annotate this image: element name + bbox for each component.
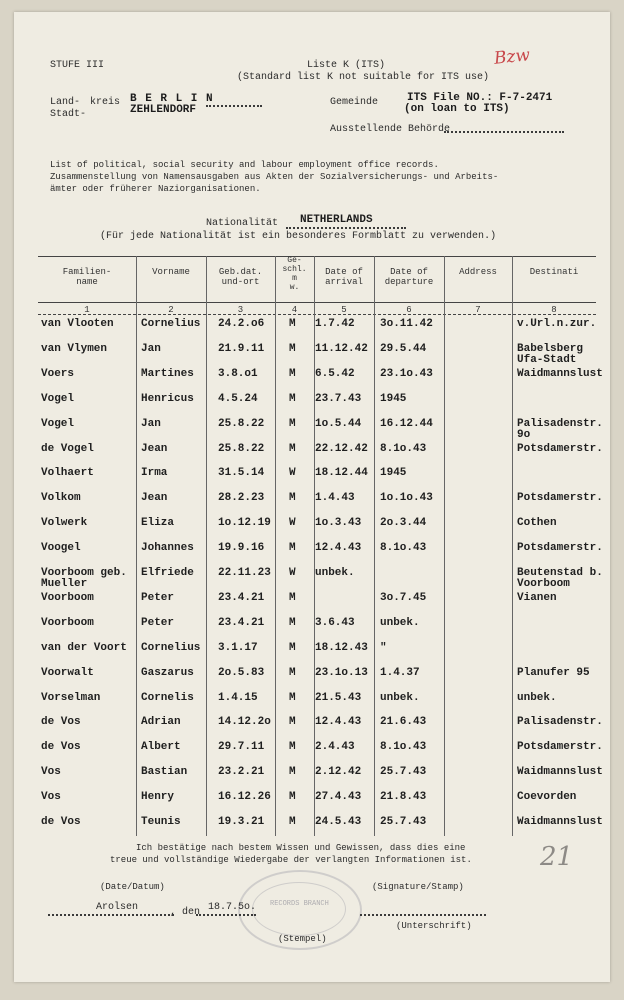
- cell-destination: Palisadenstr.: [517, 716, 603, 729]
- cell-destination: Palisadenstr.: [517, 417, 603, 430]
- nationality-label: Nationalität: [206, 218, 279, 229]
- cell-destination: Beutenstad b.: [517, 567, 603, 579]
- cell-destination: Potsdamerstr.: [517, 542, 603, 555]
- cell-geburtsdatum: 14.12.2o: [218, 716, 271, 729]
- cell-destination: unbek.: [517, 691, 557, 704]
- cell-destination: Ufa-Stadt: [517, 353, 577, 366]
- cell-departure: 25.7.43: [380, 766, 427, 779]
- liste-subtitle: (Standard list K not suitable for ITS use): [237, 72, 490, 83]
- col-number-7: 7: [475, 305, 481, 315]
- place-value: Arolsen: [96, 902, 139, 913]
- cell-vorname: Jean: [141, 492, 168, 505]
- cell-geburtsdatum: 28.2.23: [218, 492, 265, 505]
- cell-arrival: 18.12.44: [315, 467, 368, 480]
- cell-vorname: Eliza: [141, 517, 175, 530]
- cell-familienname: Mueller: [41, 578, 88, 590]
- cell-geschlecht: M: [289, 766, 296, 779]
- col-header-arrival: Date of arrival: [325, 267, 363, 287]
- cell-geburtsdatum: 23.2.21: [218, 766, 265, 779]
- date-dotted-line: [196, 914, 256, 916]
- cell-geburtsdatum: 1.4.15: [218, 691, 258, 704]
- cell-familienname: Voers: [41, 367, 75, 380]
- cell-geburtsdatum: 3.8.o1: [218, 367, 258, 380]
- cell-geburtsdatum: 25.8.22: [218, 417, 265, 430]
- cell-arrival: 1.4.43: [315, 492, 355, 505]
- records-branch-stamp-inner: [252, 882, 346, 936]
- cell-geburtsdatum: 22.11.23: [218, 567, 271, 579]
- cell-departure: 1.4.37: [380, 666, 420, 679]
- signature-label: (Signature/Stamp): [372, 882, 464, 892]
- page-number: 21: [540, 842, 574, 872]
- col-number-1: 1: [84, 305, 90, 315]
- col-number-4: 4: [291, 305, 298, 315]
- cell-familienname: Voorboom geb.: [41, 567, 127, 579]
- kreis-value-berlin: B E R L I N: [130, 93, 214, 105]
- cell-familienname: de Vogel: [41, 442, 94, 455]
- cell-arrival: 27.4.43: [315, 791, 362, 804]
- cell-departure: unbek.: [380, 691, 420, 704]
- cell-geburtsdatum: 25.8.22: [218, 442, 265, 455]
- cell-vorname: Peter: [141, 616, 175, 629]
- cell-destination: Voorboom: [517, 578, 570, 590]
- handwritten-mark: Bzw: [493, 45, 531, 69]
- cell-geschlecht: M: [289, 442, 296, 455]
- cell-geschlecht: M: [289, 542, 296, 555]
- cell-vorname: Johannes: [141, 542, 194, 555]
- cell-arrival: 12.4.43: [315, 716, 362, 729]
- cell-arrival: 2.12.42: [315, 766, 362, 779]
- behoerde-dotted-line: [444, 131, 564, 133]
- cell-geburtsdatum: 2o.5.83: [218, 666, 265, 679]
- cell-vorname: Teunis: [141, 816, 181, 828]
- cell-familienname: Vos: [41, 791, 61, 804]
- cell-familienname: Voorboom: [41, 591, 94, 604]
- cell-vorname: Cornelius: [141, 318, 201, 330]
- cell-destination: Waidmannslust: [517, 766, 603, 779]
- cell-arrival: 24.5.43: [315, 816, 362, 828]
- cell-arrival: 1o.5.44: [315, 417, 362, 430]
- cell-arrival: 1o.3.43: [315, 517, 362, 530]
- cell-destination: Cothen: [517, 517, 557, 530]
- unterschrift-label: (Unterschrift): [396, 921, 472, 931]
- cell-familienname: van Vlymen: [41, 342, 108, 355]
- cell-geburtsdatum: 4.5.24: [218, 392, 258, 405]
- col-number-6: 6: [406, 305, 412, 315]
- cell-geburtsdatum: 31.5.14: [218, 467, 265, 480]
- cell-familienname: van Vlooten: [41, 318, 114, 330]
- cell-vorname: Cornelius: [141, 641, 201, 654]
- cell-familienname: Volwerk: [41, 517, 88, 530]
- cell-arrival: 22.12.42: [315, 442, 368, 455]
- cell-vorname: Elfriede: [141, 567, 194, 579]
- col-header-geschlecht: Ge- schl. m w.: [282, 256, 307, 292]
- col-header-destination: Destinati: [529, 267, 579, 277]
- cell-departure: 21.8.43: [380, 791, 427, 804]
- cell-departure: ": [380, 641, 387, 654]
- cell-arrival: 23.7.43: [315, 392, 362, 405]
- cell-geschlecht: M: [289, 691, 296, 704]
- cell-arrival: 11.12.42: [315, 342, 368, 355]
- cell-geschlecht: M: [289, 318, 296, 330]
- its-loan-note: (on loan to ITS): [404, 103, 510, 115]
- cell-departure: 23.1o.43: [380, 367, 433, 380]
- cell-geburtsdatum: 23.4.21: [218, 591, 265, 604]
- cell-familienname: Volkom: [41, 492, 81, 505]
- cell-vorname: Henricus: [141, 392, 194, 405]
- cell-arrival: unbek.: [315, 567, 355, 579]
- nationality-note: (Für jede Nationalität ist ein besonderes Formblatt zu verwenden.): [100, 231, 497, 242]
- col-number-5: 5: [341, 305, 347, 315]
- cell-destination: Potsdamerstr.: [517, 492, 603, 505]
- cell-departure: unbek.: [380, 616, 420, 629]
- cell-vorname: Jan: [141, 417, 161, 430]
- cell-destination: Coevorden: [517, 791, 577, 804]
- attestation-line-2: treue und vollständige Wiedergabe der verlangten Informationen ist.: [110, 855, 472, 865]
- cell-familienname: Vorselman: [41, 691, 101, 704]
- cell-geschlecht: M: [289, 591, 296, 604]
- cell-geschlecht: M: [289, 791, 296, 804]
- cell-destination: Waidmannslust: [517, 816, 603, 828]
- cell-departure: 1945: [380, 392, 407, 405]
- cell-departure: 3o.11.42: [380, 318, 433, 330]
- cell-familienname: Volhaert: [41, 467, 94, 480]
- stufe-label: STUFE III: [50, 60, 105, 71]
- cell-vorname: Martines: [141, 367, 194, 380]
- cell-departure: 21.6.43: [380, 716, 427, 729]
- col-number-3: 3: [237, 305, 244, 315]
- cell-departure: 29.5.44: [380, 342, 427, 355]
- cell-geburtsdatum: 1o.12.19: [218, 517, 271, 530]
- cell-geschlecht: M: [289, 417, 296, 430]
- stamp-text: RECORDS BRANCH: [270, 900, 329, 908]
- den-label: , den: [170, 907, 201, 918]
- cell-geschlecht: M: [289, 342, 296, 355]
- cell-departure: 8.1o.43: [380, 442, 427, 455]
- cell-destination: Potsdamerstr.: [517, 442, 603, 455]
- cell-departure: 2o.3.44: [380, 517, 427, 530]
- cell-vorname: Adrian: [141, 716, 181, 729]
- cell-familienname: de Vos: [41, 716, 81, 729]
- cell-arrival: 1.7.42: [315, 318, 355, 330]
- cell-destination: v.Url.n.zur.: [517, 318, 597, 330]
- cell-vorname: Cornelis: [141, 691, 194, 704]
- kreis-value-zehlendorf: ZEHLENDORF: [130, 104, 197, 116]
- cell-destination: Waidmannslust: [517, 367, 603, 380]
- col-header-geburtsdatum: Geb.dat. und-ort: [218, 267, 263, 287]
- nationality-dotted-line: [286, 227, 406, 229]
- intro-line-3: ämter oder früherer Naziorganisationen.: [50, 184, 261, 194]
- cell-geschlecht: M: [289, 616, 296, 629]
- cell-destination: Babelsberg: [517, 342, 584, 355]
- cell-geburtsdatum: 19.3.21: [218, 816, 265, 828]
- cell-departure: 8.1o.43: [380, 741, 427, 754]
- col-header-departure: Date of departure: [384, 267, 434, 287]
- col-header-familienname: Familien- name: [62, 267, 112, 287]
- kreis-dotted-line: [206, 105, 262, 107]
- cell-vorname: Bastian: [141, 766, 188, 779]
- cell-familienname: Voorboom: [41, 616, 94, 629]
- cell-geschlecht: M: [289, 367, 296, 380]
- place-dotted-line: [48, 914, 174, 916]
- cell-geburtsdatum: 16.12.26: [218, 791, 271, 804]
- cell-departure: 25.7.43: [380, 816, 427, 828]
- signature-dotted-line: [360, 914, 486, 916]
- cell-geburtsdatum: 3.1.17: [218, 641, 258, 654]
- cell-arrival: 18.12.43: [315, 641, 368, 654]
- cell-departure: 3o.7.45: [380, 591, 427, 604]
- cell-geschlecht: W: [289, 517, 296, 530]
- cell-arrival: 12.4.43: [315, 542, 362, 555]
- cell-vorname: Jean: [141, 442, 168, 455]
- cell-arrival: 23.1o.13: [315, 666, 368, 679]
- cell-geschlecht: M: [289, 716, 296, 729]
- cell-familienname: Vogel: [41, 417, 75, 430]
- cell-vorname: Irma: [141, 467, 168, 480]
- intro-line-2: Zusammenstellung von Namensausgaben aus Akten der Sozialversicherungs- und Arbeits-: [50, 172, 499, 182]
- intro-line-1: List of political, social security and labour employment office records.: [50, 160, 439, 170]
- col-number-8: 8: [551, 305, 557, 315]
- cell-departure: 16.12.44: [380, 417, 433, 430]
- cell-arrival: 2.4.43: [315, 741, 355, 754]
- cell-familienname: Vos: [41, 766, 61, 779]
- cell-vorname: Jan: [141, 342, 161, 355]
- cell-geschlecht: M: [289, 666, 296, 679]
- cell-vorname: Henry: [141, 791, 175, 804]
- cell-vorname: Peter: [141, 591, 175, 604]
- cell-geschlecht: M: [289, 816, 296, 828]
- col-header-address: Address: [459, 267, 497, 277]
- date-label: (Date/Datum): [100, 882, 165, 892]
- cell-arrival: 3.6.43: [315, 616, 355, 629]
- cell-departure: 8.1o.43: [380, 542, 427, 555]
- col-number-2: 2: [168, 305, 174, 315]
- cell-geburtsdatum: 23.4.21: [218, 616, 265, 629]
- cell-departure: 1o.1o.43: [380, 492, 433, 505]
- cell-geburtsdatum: 21.9.11: [218, 342, 265, 355]
- cell-familienname: Vogel: [41, 392, 75, 405]
- cell-geschlecht: M: [289, 392, 296, 405]
- cell-geschlecht: M: [289, 641, 296, 654]
- cell-geburtsdatum: 19.9.16: [218, 542, 265, 555]
- cell-familienname: van der Voort: [41, 641, 127, 654]
- behoerde-label: Ausstellende Behörde: [330, 124, 451, 135]
- land-label: Land-: [50, 97, 81, 108]
- cell-arrival: 6.5.42: [315, 367, 355, 380]
- cell-geschlecht: W: [289, 467, 296, 480]
- cell-geschlecht: M: [289, 741, 296, 754]
- gemeinde-label: Gemeinde: [330, 97, 379, 108]
- cell-geschlecht: W: [289, 567, 296, 579]
- attestation-line-1: Ich bestätige nach bestem Wissen und Gewissen, dass dies eine: [136, 843, 466, 853]
- col-header-vorname: Vorname: [152, 267, 190, 277]
- cell-destination: Planufer 95: [517, 666, 590, 679]
- cell-destination: 9o: [517, 428, 531, 441]
- cell-destination: Vianen: [517, 591, 557, 604]
- cell-arrival: 21.5.43: [315, 691, 362, 704]
- kreis-label: kreis: [90, 97, 121, 108]
- stempel-label: (Stempel): [278, 934, 327, 944]
- cell-familienname: Voogel: [41, 542, 81, 555]
- cell-destination: Potsdamerstr.: [517, 741, 603, 754]
- cell-geburtsdatum: 29.7.11: [218, 741, 265, 754]
- cell-familienname: de Vos: [41, 741, 81, 754]
- cell-familienname: Voorwalt: [41, 666, 94, 679]
- liste-title: Liste K (ITS): [307, 60, 386, 71]
- date-value: 18.7.5o.: [208, 902, 257, 913]
- cell-familienname: de Vos: [41, 816, 81, 828]
- cell-geschlecht: M: [289, 492, 296, 505]
- cell-geburtsdatum: 24.2.o6: [218, 318, 265, 330]
- cell-vorname: Albert: [141, 741, 181, 754]
- cell-vorname: Gaszarus: [141, 666, 194, 679]
- its-file-number: ITS File NO.: F-7-2471: [407, 92, 553, 104]
- nationality-value: NETHERLANDS: [300, 214, 373, 226]
- stadt-label: Stadt-: [50, 109, 87, 120]
- cell-departure: 1945: [380, 467, 407, 480]
